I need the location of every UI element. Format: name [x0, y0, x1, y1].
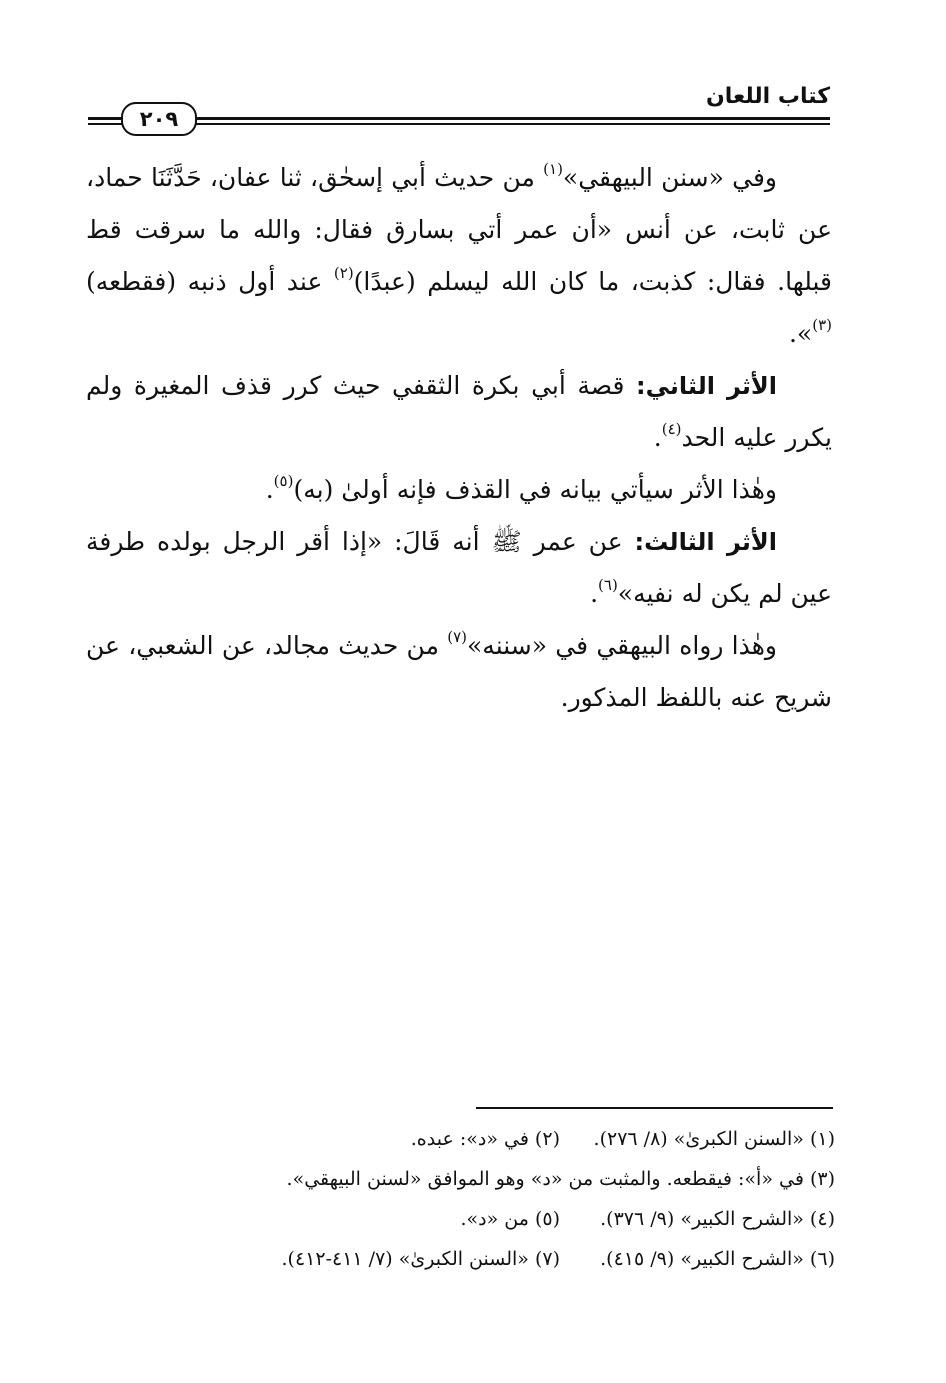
paragraph-1 [86, 152, 832, 360]
paragraph-text: ». [788, 319, 813, 348]
main-text [86, 152, 832, 724]
header-rule [88, 117, 830, 120]
footnote-6: (٦) «الشرح الكبير» (٩/ ٤١٥). [600, 1248, 835, 1270]
footnote-row [120, 1199, 835, 1239]
footnote-marker: (٦) [598, 576, 618, 594]
paragraph-text: وفي «سنن البيهقي» [562, 163, 778, 192]
footnote-marker: (٧) [447, 628, 468, 646]
paragraph-text: من حديث مجالد، عن الشعبي، عن شريح عنه باللفظ المذكور. [86, 631, 832, 712]
section-label: الأثر الثالث: [634, 528, 777, 556]
page-number: ٢٠٩ [121, 102, 197, 136]
header-rule-thin [88, 123, 830, 125]
chapter-title: كتاب اللعان [705, 84, 830, 109]
footnote-marker: (٥) [273, 472, 294, 490]
footnotes [120, 1119, 835, 1279]
footnote-row [120, 1159, 835, 1199]
footnote-marker: (٤) [661, 420, 682, 438]
paragraph-text: عن عمر ﷺ أنه قَالَ: «إذا أقر الرجل بولده طرفة عين لم يكن له نفيه» [86, 527, 832, 608]
paragraph-5 [86, 620, 832, 724]
paragraph-text: . [590, 579, 599, 608]
paragraph-text: وهٰذا الأثر سيأتي بيانه في القذف فإنه أولىٰ (به) [293, 475, 777, 504]
footnote-marker: (٢) [333, 264, 354, 282]
footnote-7: (٧) «السنن الكبرىٰ» (٧/ ٤١١-٤١٢). [281, 1248, 560, 1270]
paragraph-text: . [265, 475, 274, 504]
footnote-2: (٢) في «د»: عبده. [410, 1128, 560, 1150]
paragraph-3 [86, 464, 832, 516]
paragraph-2 [86, 360, 832, 464]
footnote-row [120, 1119, 835, 1159]
footnote-marker: (٣) [812, 316, 832, 334]
footnote-1: (١) «السنن الكبرىٰ» (٨/ ٢٧٦). [593, 1128, 835, 1150]
footnote-row [120, 1239, 835, 1279]
paragraph-text: عند أول ذنبه (فقطعه) [86, 267, 334, 296]
paragraph-4 [86, 516, 832, 620]
footnote-3: (٣) في «أ»: فيقطعه. والمثبت من «د» وهو الموافق «لسنن البيهقي». [286, 1168, 835, 1190]
section-label: الأثر الثاني: [636, 372, 777, 400]
paragraph-text: قصة أبي بكرة الثقفي حيث كرر قذف المغيرة ولم يكرر عليه الحد [86, 371, 832, 452]
footnote-4: (٤) «الشرح الكبير» (٩/ ٣٧٦). [600, 1208, 835, 1230]
paragraph-text: وهٰذا رواه البيهقي في «سننه» [467, 631, 777, 660]
footnote-marker: (١) [543, 160, 563, 178]
paragraph-text: . [653, 423, 662, 452]
page-header [88, 80, 830, 130]
paragraph-text: من حديث أبي إسحٰق، ثنا عفان، حَدَّثَنَا حماد، عن ثابت، عن أنس «أن عمر أتي بسارق فقال: والله ما سرقت قط قبلها. فقال: كذبت، ما كان الله ليسلم (عبدًا) [86, 163, 832, 296]
footnote-separator [476, 1107, 833, 1109]
footnote-5: (٥) من «د». [460, 1208, 560, 1230]
